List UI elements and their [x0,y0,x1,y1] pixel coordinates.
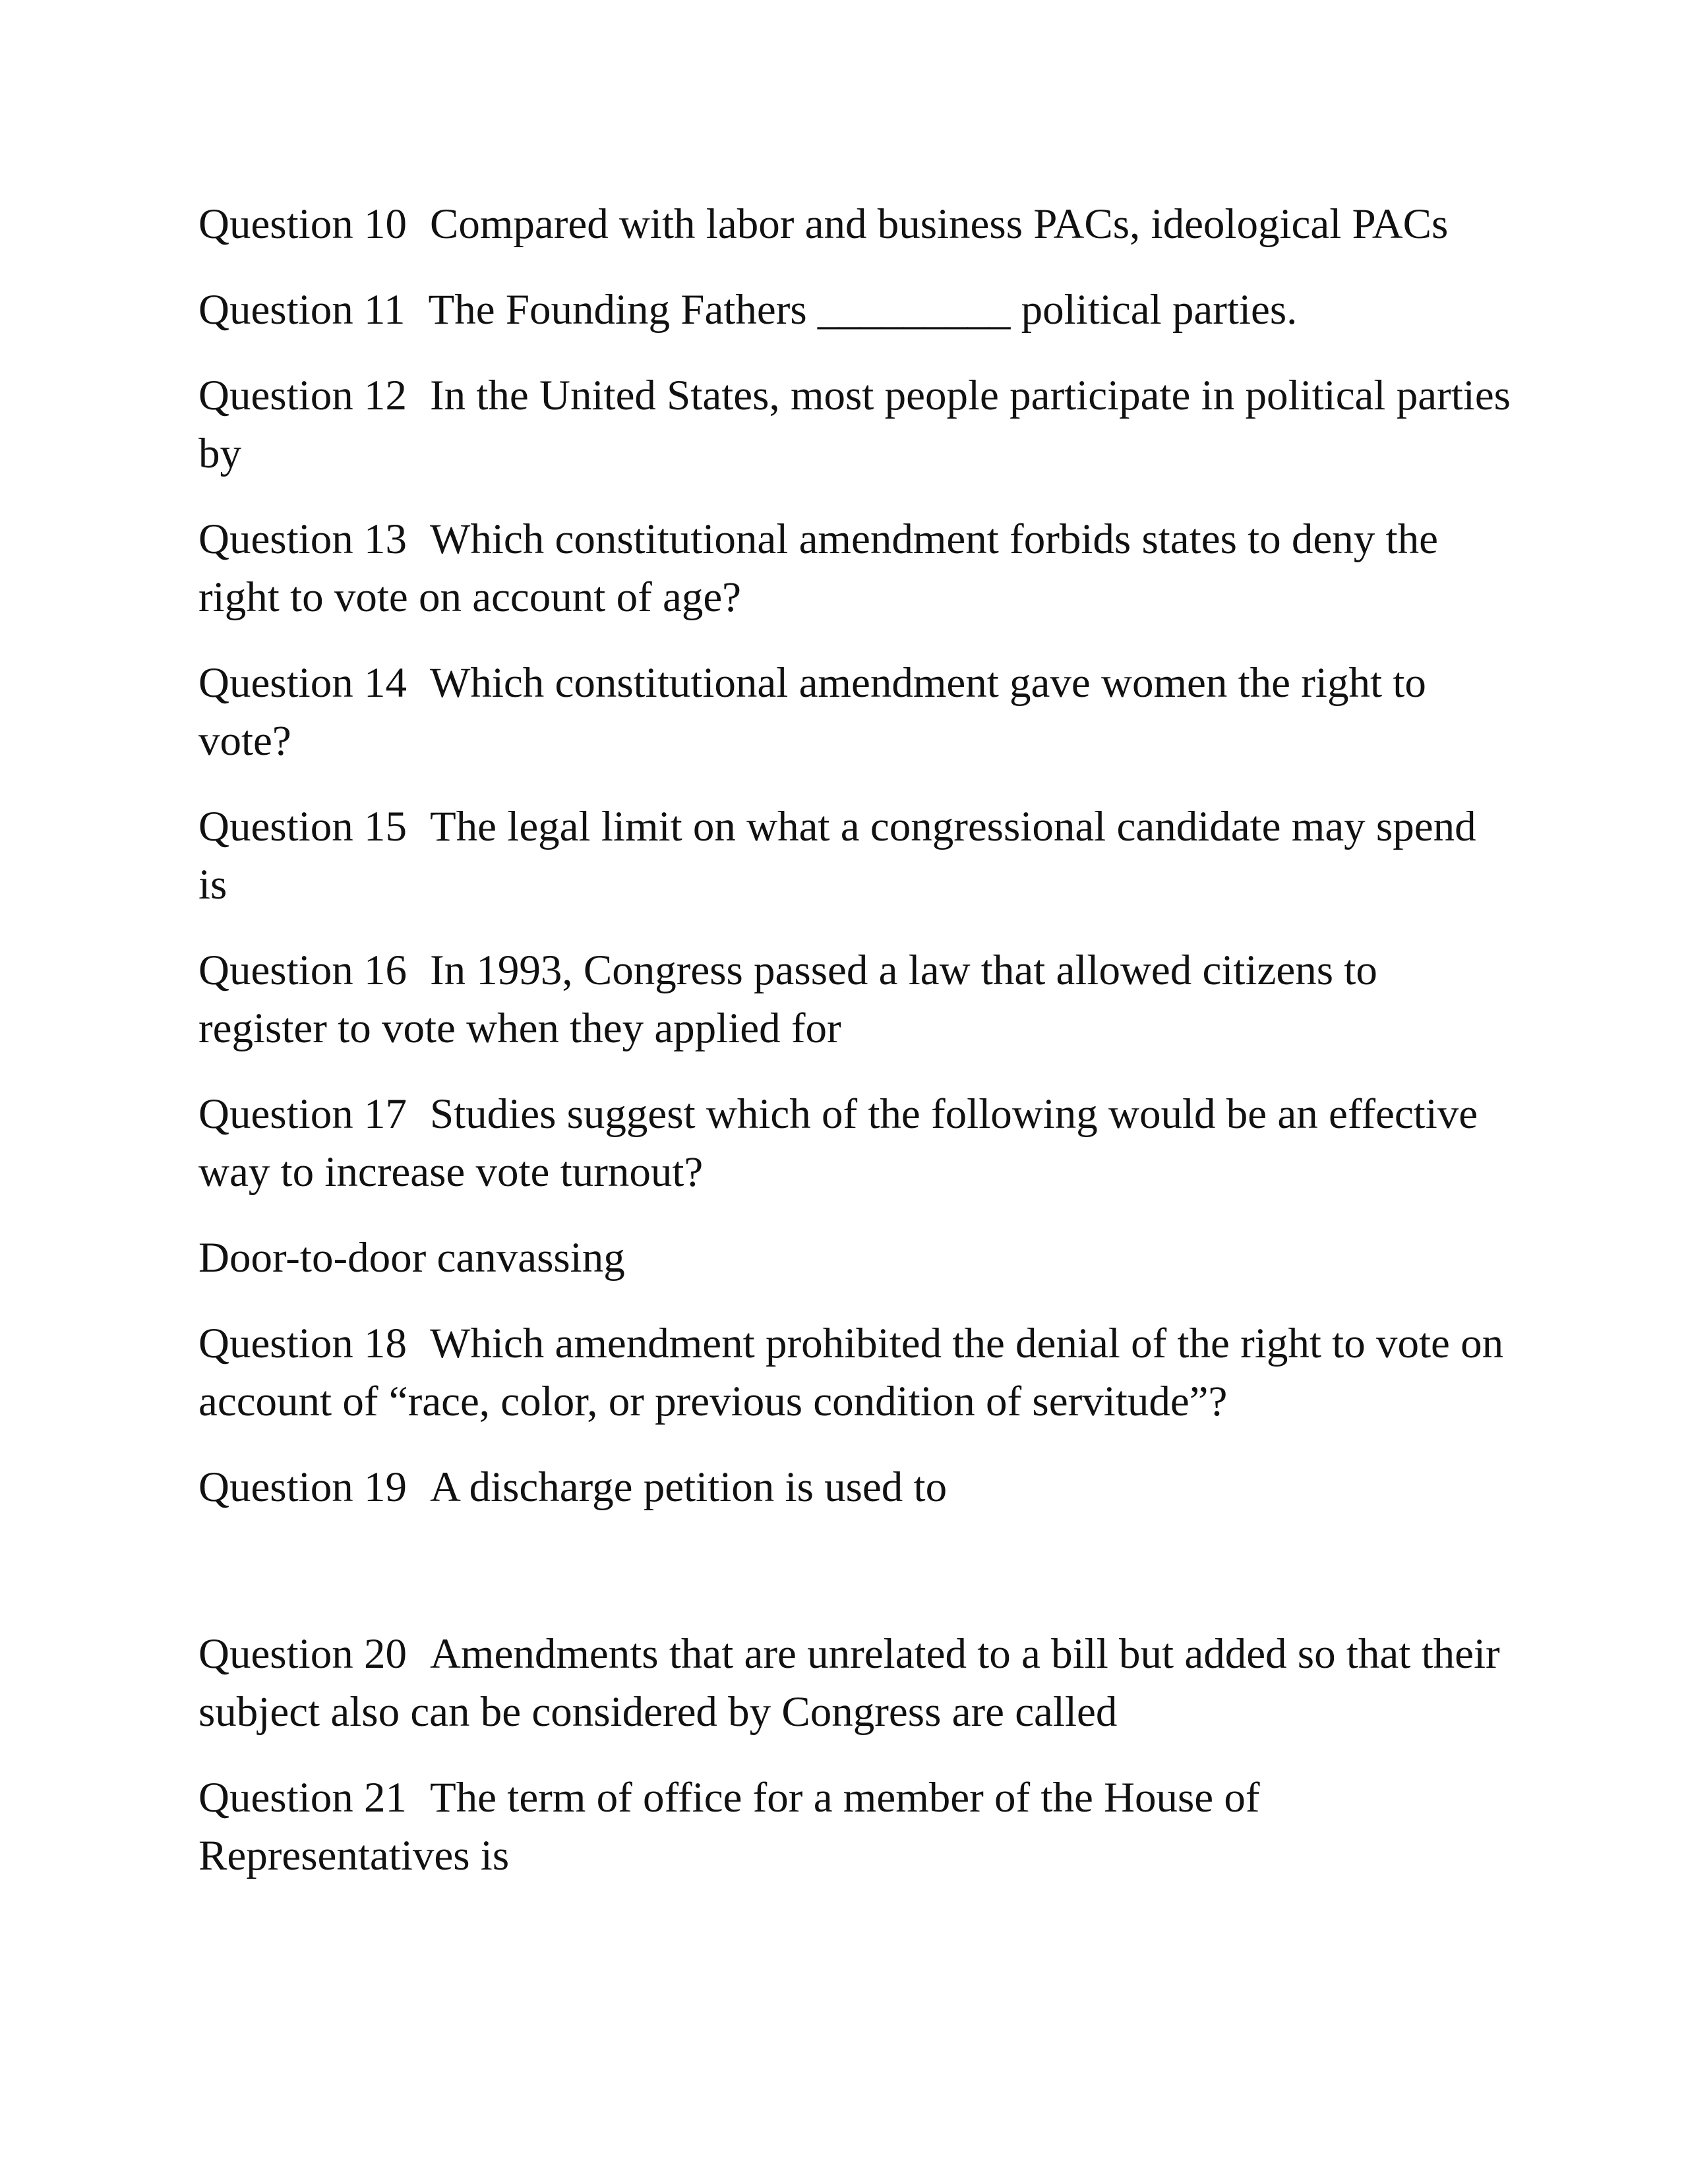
question-15 [198,798,1511,914]
question-text: Amendments that are unrelated to a bill but added so that their subject also can be considered by Congress are called [198,1630,1500,1736]
question-11 [198,281,1511,339]
question-text: In the United States, most people participate in political parties by [198,372,1511,477]
question-text: Which constitutional amendment forbids states to deny the right to vote on account of age? [198,516,1438,621]
question-20 [198,1625,1511,1741]
question-text: The term of office for a member of the House of Representatives is [198,1774,1260,1879]
question-17 [198,1085,1511,1201]
question-label: Question 16 [198,947,407,994]
question-label: Question 20 [198,1630,407,1678]
question-list [198,195,1511,1912]
question-text: Studies suggest which of the following would be an effective way to increase vote turnout? [198,1090,1478,1196]
question-label: Question 18 [198,1320,407,1367]
question-13 [198,510,1511,626]
question-16 [198,941,1511,1057]
question-label: Question 14 [198,659,407,707]
question-19 [198,1458,1511,1516]
question-label: Question 11 [198,286,406,334]
question-label: Question 21 [198,1774,407,1821]
question-text: Which constitutional amendment gave women the right to vote? [198,659,1426,765]
question-10 [198,195,1511,253]
question-12 [198,367,1511,483]
question-label: Question 19 [198,1463,407,1511]
question-text: A discharge petition is used to [429,1463,948,1511]
answer-17: Door-to-door canvassing [198,1234,625,1282]
question-label: Question 12 [198,372,407,419]
question-21 [198,1769,1511,1885]
question-text: In 1993, Congress passed a law that allowed citizens to register to vote when they applied for [198,947,1377,1052]
question-label: Question 10 [198,200,407,248]
question-14 [198,654,1511,770]
question-text: The legal limit on what a congressional candidate may spend is [198,803,1476,908]
question-text: Compared with labor and business PACs, ideological PACs [429,200,1449,248]
question-label: Question 15 [198,803,407,850]
question-text: Which amendment prohibited the denial of the right to vote on account of “race, color, or previous condition of servitude”? [198,1320,1504,1425]
question-18 [198,1314,1511,1431]
question-label: Question 13 [198,516,407,563]
question-text: The Founding Fathers _________ political parties. [428,286,1298,334]
question-label: Question 17 [198,1090,407,1138]
